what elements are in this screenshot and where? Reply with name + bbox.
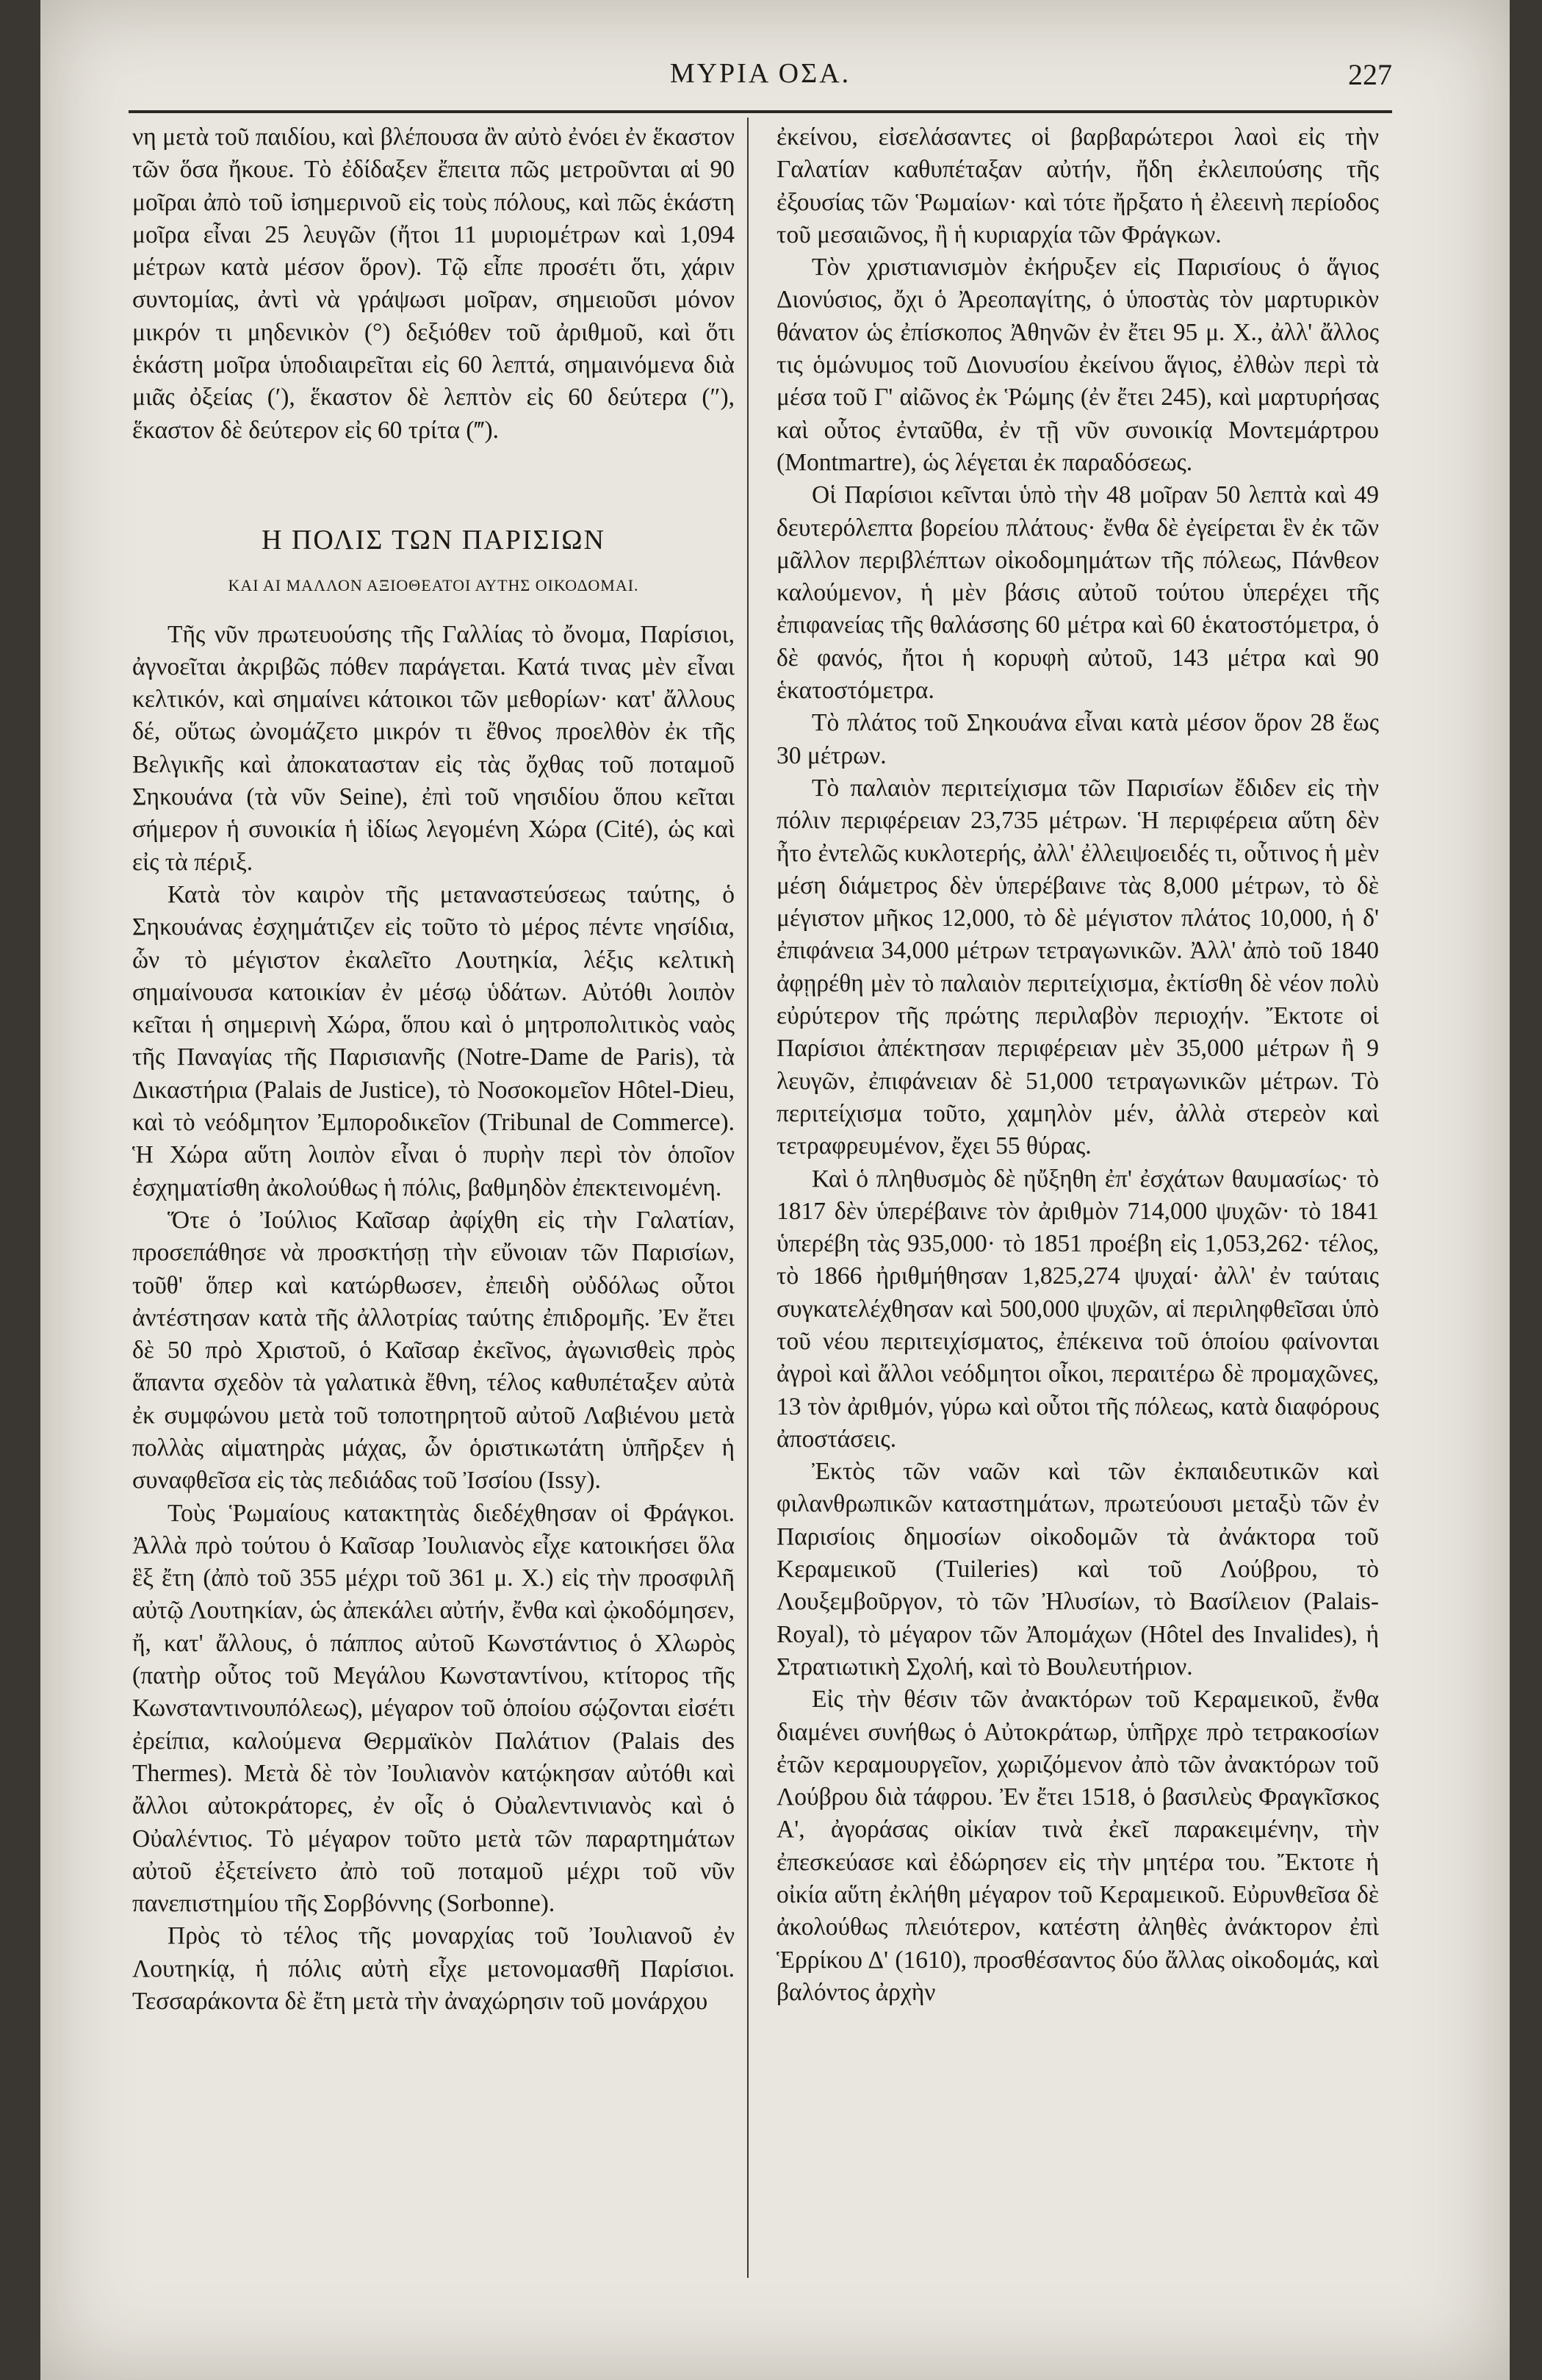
column-separator [747, 118, 749, 2278]
paragraph: Κατὰ τὸν καιρὸν τῆς μεταναστεύσεως ταύτης, ὁ Σηκουάνας ἐσχημάτιζεν εἰς τοῦτο τὸ μέρος πέντε νησίδια, ὧν τὸ μέγιστον ἐκαλεῖτο Λουτηκία, λέξις κελτικὴ σημαίνουσα κατοικίαν ἐν μέσῳ ὑδάτων. Αὐτόθι λοιπὸν κεῖται ἡ σημερινὴ Χώρα, ὅπου καὶ ὁ μητροπολιτικὸς ναὸς τῆς Παναγίας τῆς Παρισιανῆς (Notre-Dame de Paris), τὰ Δικαστήρια (Palais de Justice), τὸ Νοσοκομεῖον Hôtel-Dieu, καὶ τὸ νεόδμητον Ἐμποροδικεῖον (Tribunal de Commerce). Ἡ Χώρα αὕτη λοιπὸν εἶναι ὁ πυρὴν περὶ τὸν ὁποῖον ἐσχηματίσθη ἀκολούθως ἡ πόλις, βαθμηδὸν ἐπεκτεινομένη. [132, 880, 735, 1201]
page-number: 227 [1348, 58, 1392, 91]
paragraph: Τὸ πλάτος τοῦ Σηκουάνα εἶναι κατὰ μέσον ὅρον 28 ἕως 30 μέτρων. [777, 709, 1379, 769]
paragraph: Τὸν χριστιανισμὸν ἐκήρυξεν εἰς Παρισίους ὁ ἅγιος Διονύσιος, ὄχι ὁ Ἀρεοπαγίτης, ὁ ὑποστὰς τὸν μαρτυρικὸν θάνατον ὡς ἐπίσκοπος Ἀθηνῶν ἐν ἔτει 95 μ. Χ., ἀλλ' ἄλλος τις ὁμώνυμος τοῦ Διονυσίου ἐκείνου ἅγιος, ἐλθὼν περὶ τὰ μέσα τοῦ Γ' αἰῶνος ἐκ Ῥώμης (ἐν ἔτει 245), καὶ μαρτυρήσας καὶ οὗτος ἐνταῦθα, ἐν τῇ νῦν συνοικίᾳ Μοντεμάρτρου (Montmartre), ὡς λέγεται ἐκ παραδόσεως. [777, 254, 1379, 476]
intro-paragraph: νη μετὰ τοῦ παιδίου, καὶ βλέπουσα ἂν αὐτὸ ἐνόει ἐν ἕκαστον τῶν ὅσα ἤκουε. Τὸ ἐδίδαξεν ἔπειτα πῶς μετροῦνται αἱ 90 μοῖραι ἀπὸ τοῦ ἰσημερινοῦ εἰς τοὺς πόλους, καὶ πῶς ἑκάστη μοῖρα εἶναι 25 λευγῶν (ἤτοι 11 μυριομέτρων καὶ 1,094 μέτρων κατὰ μέσον ὅρον). Τῷ εἶπε προσέτι ὅτι, χάριν συντομίας, ἀντὶ νὰ γράψωσι μοῖραν, σημειοῦσι μόνον μικρόν τι μηδενικὸν (°) δεξιόθεν τοῦ ἀριθμοῦ, καὶ ὅτι ἑκάστη μοῖρα ὑποδιαιρεῖται εἰς 60 λεπτά, σημαινόμενα διὰ μιᾶς ὀξείας (′), ἕκαστον δὲ λεπτὸν εἰς 60 δεύτερα (″), ἕκαστον δὲ δεύτερον εἰς 60 τρίτα (‴). [132, 123, 735, 444]
paragraph: Οἱ Παρίσιοι κεῖνται ὑπὸ τὴν 48 μοῖραν 50 λεπτὰ καὶ 49 δευτερόλεπτα βορείου πλάτους· ἔνθα δὲ ἐγείρεται ἓν ἐκ τῶν μᾶλλον περιβλέπτων οἰκοδομημάτων τῆς πόλεως, Πάνθεον καλούμενον, ἡ μὲν βάσις αὐτοῦ τούτου ὑπερέχει τῆς ἐπιφανείας τῆς θαλάσσης 60 μέτρα καὶ 60 ἑκατοστόμετρα, ὁ δὲ φανός, ἤτοι ἡ κορυφὴ αὐτοῦ, 143 μέτρα καὶ 90 ἑκατοστόμετρα. [777, 481, 1379, 705]
right-column [777, 121, 1379, 2009]
paragraph: Εἰς τὴν θέσιν τῶν ἀνακτόρων τοῦ Κεραμεικοῦ, ἔνθα διαμένει συνήθως ὁ Αὐτοκράτωρ, ὑπῆρχε πρὸ τετρακοσίων ἐτῶν κεραμουργεῖον, χωριζόμενον ἀπὸ τῶν ἀνακτόρων τοῦ Λούβρου διὰ τάφρου. Ἐν ἔτει 1518, ὁ βασιλεὺς Φραγκῖσκος Α', ἀγοράσας οἰκίαν τινὰ ἐκεῖ παρακειμένην, τὴν ἐπεσκεύασε καὶ ἐδώρησεν εἰς τὴν μητέρα του. Ἔκτοτε ἡ οἰκία αὕτη ἐκλήθη μέγαρον τοῦ Κεραμεικοῦ. Εὐρυνθεῖσα δὲ ἀκολούθως πλειότερον, κατέστη ἀληθὲς ἀνάκτορον ἐπὶ Ἑρρίκου Δ' (1610), προσθέσαντος δύο ἄλλας οἰκοδομάς, καὶ βαλόντος ἀρχὴν [777, 1686, 1379, 2006]
paragraph: Πρὸς τὸ τέλος τῆς μοναρχίας τοῦ Ἰουλιανοῦ ἐν Λουτηκίᾳ, ἡ πόλις αὐτὴ εἶχε μετονομασθῆ Παρίσιοι. Τεσσαράκοντα δὲ ἔτη μετὰ τὴν ἀναχώρησιν τοῦ μονάρχου [132, 1922, 735, 2016]
paragraph: Καὶ ὁ πληθυσμὸς δὲ ηὔξηθη ἐπ' ἐσχάτων θαυμασίως· τὸ 1817 δὲν ὑπερέβαινε τὸν ἀριθμὸν 714,000 ψυχῶν· τὸ 1841 ὑπερέβη τὰς 935,000· τὸ 1851 προέβη εἰς 1,053,262· τέλος, τὸ 1866 ἠριθμήθησαν 1,825,274 ψυχαί· ἀλλ' ἐν ταύταις συγκατελέχθησαν καὶ 500,000 ψυχῶν, αἱ περιληφθεῖσαι ὑπὸ τοῦ νέου περιτειχίσματος, ἐπέκεινα τοῦ ὁποίου φαίνονται ἀγροὶ καὶ ἄλλοι νεόδμητοι οἶκοι, περαιτέρω δὲ προμαχῶνες, 13 τὸν ἀριθμόν, γύρω καὶ οὗτοι τῆς πόλεως, κατὰ διαφόρους ἀποστάσεις. [777, 1165, 1379, 1453]
scanned-page [40, 0, 1510, 2380]
running-title: ΜΥΡΙΑ ΟΣΑ. [669, 58, 851, 89]
running-header [129, 57, 1392, 109]
section-heading: Η ΠΟΛΙΣ ΤΩΝ ΠΑΡΙΣΙΩΝ [262, 524, 605, 556]
left-column [132, 121, 735, 2018]
section-subheading: ΚΑΙ ΑΙ ΜΑΛΛΟΝ ΑΞΙΟΘΕΑΤΟΙ ΑΥΤΗΣ ΟΙΚΟΔΟΜΑΙ. [228, 576, 639, 595]
paragraph: Ὅτε ὁ Ἰούλιος Καῖσαρ ἀφίχθη εἰς τὴν Γαλατίαν, προσεπάθησε νὰ προσκτήσῃ τὴν εὔνοιαν τῶν Παρισίων, τοῦθ' ὅπερ καὶ κατώρθωσεν, ἐπειδὴ οὐδόλως οὗτοι ἀντέστησαν κατὰ τῆς ἀλλοτρίας ταύτης ἐπιδρομῆς. Ἐν ἔτει δὲ 50 πρὸ Χριστοῦ, ὁ Καῖσαρ ἐκεῖνος, ἀγωνισθεὶς πρὸς ἅπαντα σχεδὸν τὰ γαλατικὰ ἔθνη, τέλος καθυπέταξεν αὐτὰ ἐκ συμφώνου μετὰ τοῦ τοποτηρητοῦ αὐτοῦ Λαβιένου μετὰ πολλὰς αἱματηρὰς μάχας, ὧν ὁριστικωτάτη ὑπῆρξεν ἡ συναφθεῖσα εἰς τὰς πεδιάδας τοῦ Ἰσσίου (Issy). [132, 1206, 735, 1495]
paragraph: Τῆς νῦν πρωτευούσης τῆς Γαλλίας τὸ ὄνομα, Παρίσιοι, ἀγνοεῖται ἀκριβῶς πόθεν παράγεται. Κατά τινας μὲν εἶναι κελτικόν, καὶ σημαίνει κάτοικοι τῶν μεθορίων· κατ' ἄλλους δέ, οὕτως ὠνομάζετο μικρόν τι ἔθνος προελθὸν ἐκ τῆς Βελγικῆς καὶ ἀποκατασταν εἰς τὰς ὄχθας τοῦ ποταμοῦ Σηκουάνα (τὰ νῦν Seine), ἐπὶ τοῦ νησιδίου ὅπου κεῖται σήμερον ἡ συνοικία ἡ ἰδίως λεγομένη Χώρα (Cité), ὡς καὶ εἰς τὰ πέριξ. [132, 620, 735, 876]
paragraph: Τὸ παλαιὸν περιτείχισμα τῶν Παρισίων ἔδιδεν εἰς τὴν πόλιν περιφέρειαν 23,735 μέτρων. Ἡ περιφέρεια αὕτη δὲν ἦτο ἐντελῶς κυκλοτερής, ἀλλ' ἐλλειψοειδές τι, οὗτινος ἡ μὲν μέση διάμετρος δὲν ὑπερέβαινε τὰς 8,000 μέτρων, τὸ δὲ μέγιστον μῆκος 12,000, τὸ δὲ μέγιστον πλάτος 10,000, ἡ δ' ἐπιφάνεια 34,000 μέτρων τετραγωνικῶν. Ἀλλ' ἀπὸ τοῦ 1840 ἀφῃρέθη μὲν τὸ παλαιὸν περιτείχισμα, ἐκτίσθη δὲ νέον πολὺ εὐρύτερον τῆς πρώτης περιλαβὸν περιοχήν. Ἔκτοτε οἱ Παρίσιοι ἀπέκτησαν περιφέρειαν μὲν 35,000 μέτρων ἢ 9 λευγῶν, ἐπιφάνειαν δὲ 51,000 τετραγωνικῶν μέτρων. Τὸ περιτείχισμα τοῦτο, χαμηλὸν μέν, ἀλλὰ στερεὸν καὶ τετραφρευμένον, ἔχει 55 θύρας. [777, 774, 1379, 1160]
paragraph: Τοὺς Ῥωμαίους κατακτητὰς διεδέχθησαν οἱ Φράγκοι. Ἀλλὰ πρὸ τούτου ὁ Καῖσαρ Ἰουλιανὸς εἶχε κατοικήσει ὅλα ἓξ ἔτη (ἀπὸ τοῦ 355 μέχρι τοῦ 361 μ. Χ.) εἰς τὴν προσφιλῆ αὐτῷ Λουτηκίαν, ὡς ἀπεκάλει αὐτήν, ἔνθα καὶ ᾠκοδόμησεν, ἤ, κατ' ἄλλους, ὁ πάππος αὐτοῦ Κωνστάντιος ὁ Χλωρὸς (πατὴρ οὗτος τοῦ Μεγάλου Κωνσταντίνου, κτίτορος τῆς Κωνσταντινουπόλεως), μέγαρον τοῦ ὁποίου σῴζονται εἰσέτι ἐρείπια, καλούμενα Θερμαϊκὸν Παλάτιον (Palais des Thermes). Μετὰ δὲ τὸν Ἰουλιανὸν κατῴκησαν αὐτόθι καὶ ἄλλοι αὐτοκράτορες, ἐν οἷς ὁ Οὐαλεντινιανὸς καὶ ὁ Οὐαλέντιος. Τὸ μέγαρον τοῦτο μετὰ τῶν παραρτημάτων αὐτοῦ ἐξετείνετο ἀπὸ τοῦ ποταμοῦ μέχρι τοῦ νῦν πανεπιστημίου τῆς Σορβόννης (Sorbonne). [132, 1499, 735, 1918]
header-rule [129, 110, 1392, 113]
paragraph: ἐκείνου, εἰσελάσαντες οἱ βαρβαρώτεροι λαοὶ εἰς τὴν Γαλατίαν καθυπέταξαν αὐτήν, ἤδη ἐκλειπούσης τῆς ἐξουσίας τῶν Ῥωμαίων· καὶ τότε ἤρξατο ἡ ἐλεεινὴ περίοδος τοῦ μεσαιῶνος, ἢ ἡ κυριαρχία τῶν Φράγκων. [777, 123, 1379, 248]
paragraph: Ἐκτὸς τῶν ναῶν καὶ τῶν ἐκπαιδευτικῶν καὶ φιλανθρωπικῶν καταστημάτων, πρωτεύουσι μεταξὺ τῶν ἐν Παρισίοις δημοσίων οἰκοδομῶν τὰ ἀνάκτορα τοῦ Κεραμεικοῦ (Tuileries) καὶ τοῦ Λούβρου, τὸ Λουξεμβοῦργον, τὸ τῶν Ἠλυσίων, τὸ Βασίλειον (Palais-Royal), τὸ μέγαρον τῶν Ἀπομάχων (Hôtel des Invalides), ἡ Στρατιωτικὴ Σχολή, καὶ τὸ Βουλευτήριον. [777, 1458, 1379, 1680]
